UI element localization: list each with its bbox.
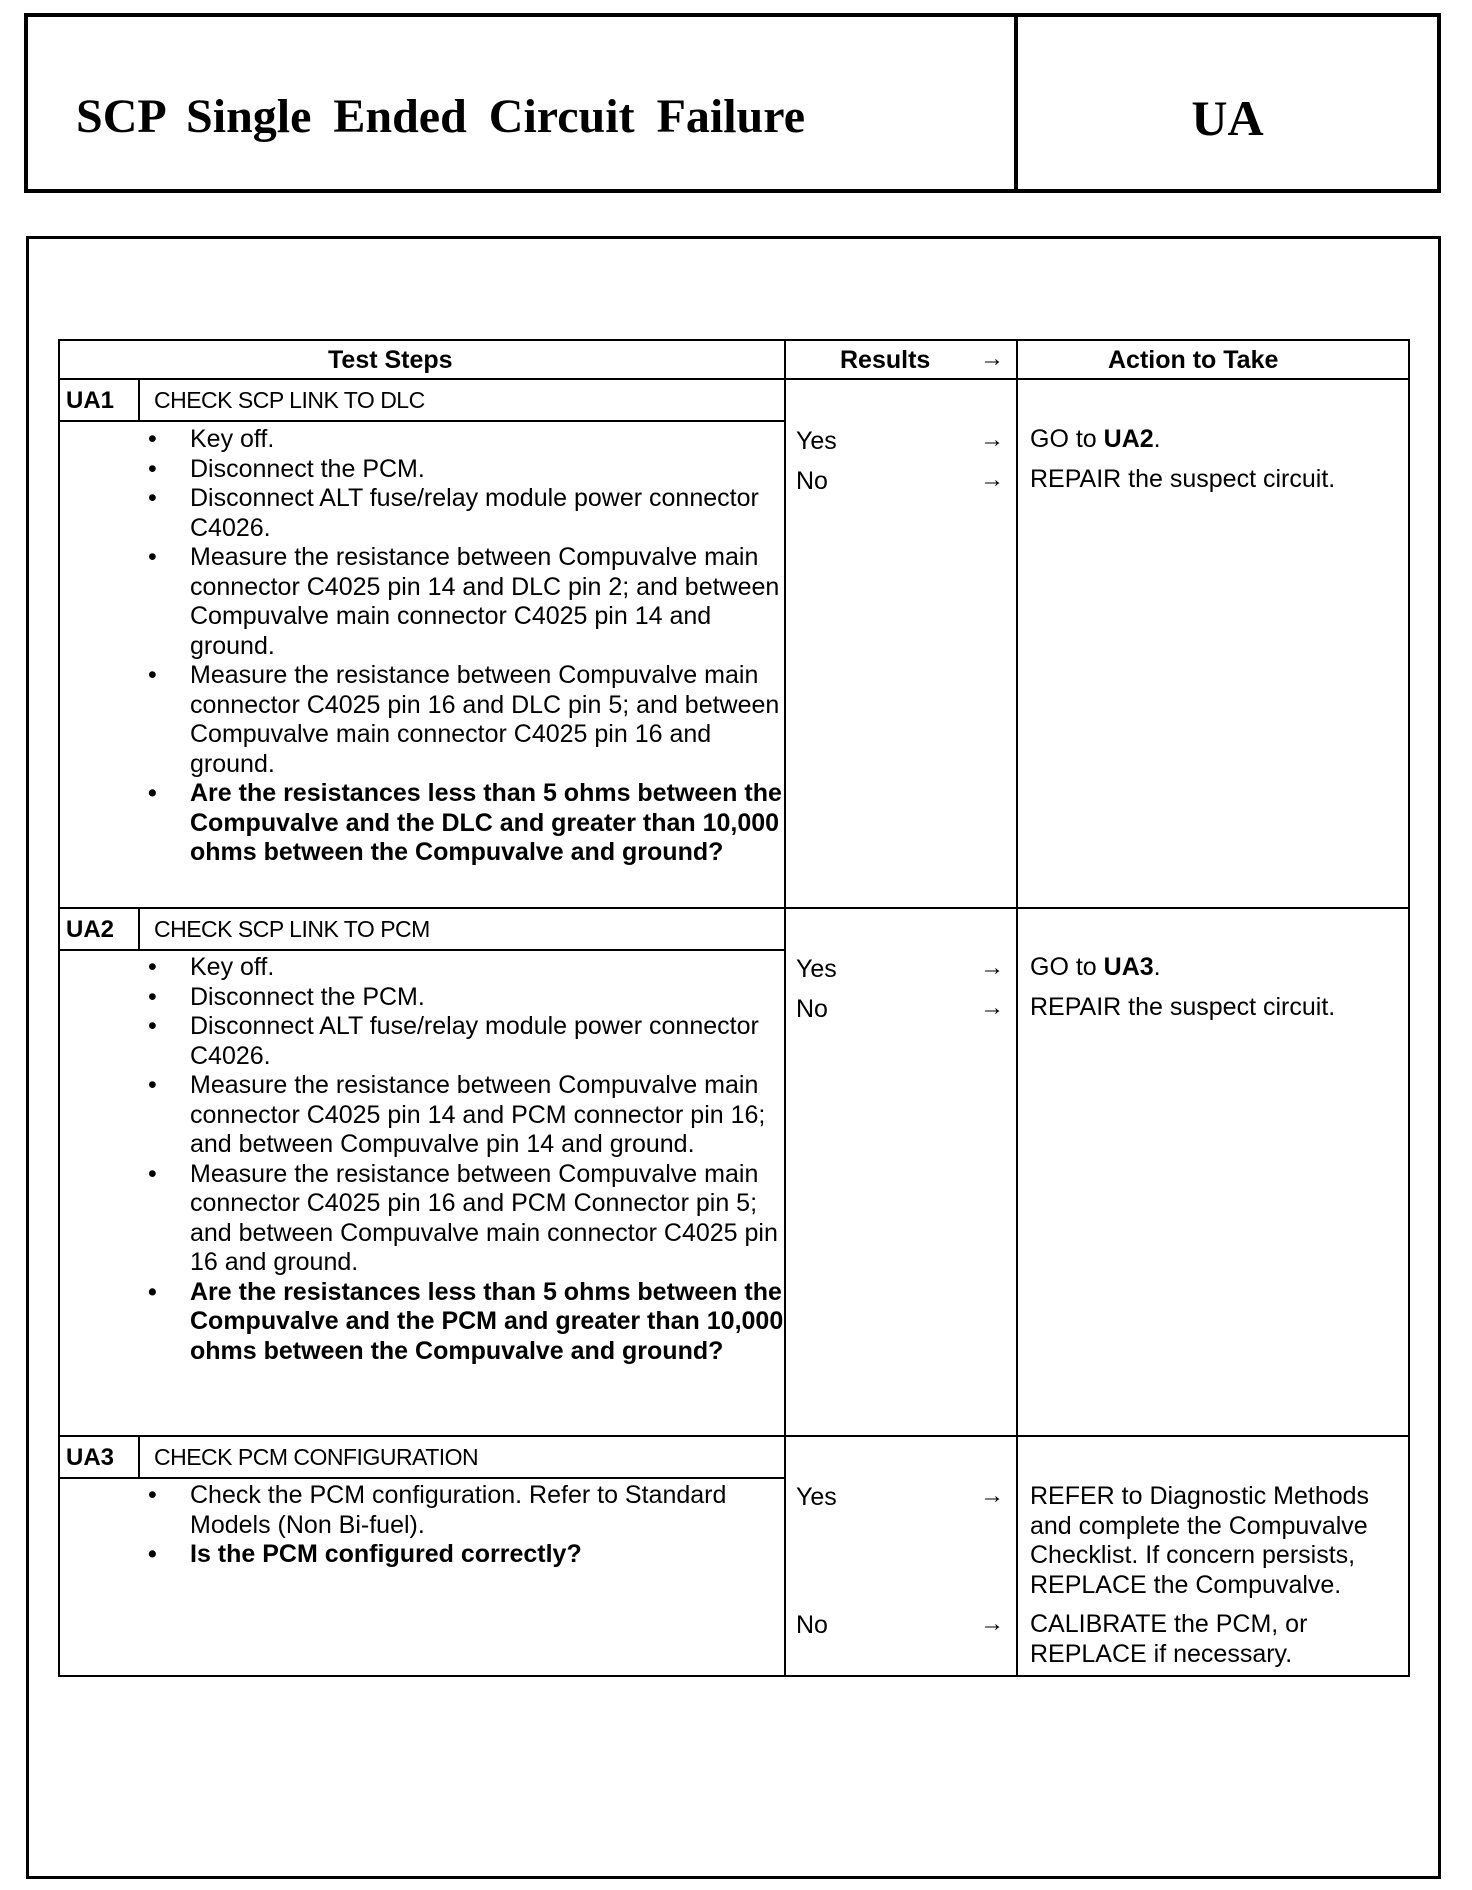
arrow-icon: → <box>980 1482 1004 1509</box>
list-item: • Disconnect the PCM. <box>138 455 784 485</box>
step-title: CHECK PCM CONFIGURATION <box>154 1444 479 1470</box>
result-label: No <box>796 995 828 1023</box>
list-item: • Disconnect ALT fuse/relay module power connector C4026. <box>138 1012 784 1071</box>
result-label: Yes <box>796 955 837 983</box>
action-target: UA3 <box>1103 953 1154 981</box>
result-label: Yes <box>796 1483 837 1511</box>
list-item: • Measure the resistance between Compuvalve main connector C4025 pin 14 and DLC pin 2; and between Compuvalve main connector C4025 pin 14 and ground. <box>138 543 784 661</box>
action-tail: REPLACE the Compuvalve. <box>1030 1570 1342 1599</box>
action-body: the PCM, or <box>1167 1610 1308 1638</box>
step-title-underline <box>58 1477 784 1479</box>
step-id-divider <box>138 379 140 421</box>
arrow-icon: → <box>980 954 1004 981</box>
list-item: • Disconnect the PCM. <box>138 983 784 1013</box>
arrow-icon: → <box>980 345 1004 372</box>
action-body: to <box>1068 425 1104 453</box>
step-title: CHECK SCP LINK TO DLC <box>154 387 425 413</box>
table-border-bottom <box>58 1675 1410 1677</box>
step-row-divider <box>58 907 1410 909</box>
arrow-icon: → <box>980 994 1004 1021</box>
section-code: UA <box>1191 90 1264 146</box>
table-border-top <box>58 339 1410 341</box>
action-tail: . <box>1153 953 1161 981</box>
list-item: • Measure the resistance between Compuvalve main connector C4025 pin 14 and PCM connector pin 16; and between Compuvalve pin 14 and ground. <box>138 1071 784 1160</box>
list-item: • Measure the resistance between Compuvalve main connector C4025 pin 16 and PCM Connector pin 5; and between Compuvalve main connector C4025 pin 16 and ground. <box>138 1160 784 1278</box>
result-label: No <box>796 467 828 495</box>
action-text <box>1030 1610 1406 1669</box>
action-tail: REPLACE if necessary. <box>1030 1639 1293 1668</box>
step-id: UA2 <box>66 916 115 943</box>
step-title-underline <box>58 420 784 422</box>
action-tail: . <box>1153 425 1161 453</box>
action-target: UA2 <box>1103 425 1154 453</box>
step-list <box>138 425 784 868</box>
step-id-divider <box>138 1436 140 1478</box>
column-divider-action <box>1016 339 1018 1677</box>
arrow-icon: → <box>980 1610 1004 1637</box>
list-item: • Disconnect ALT fuse/relay module power connector C4026. <box>138 484 784 543</box>
action-verb: CALIBRATE <box>1030 1610 1168 1638</box>
step-question: • Is the PCM configured correctly? <box>138 1540 784 1570</box>
action-text <box>1030 425 1400 455</box>
action-text <box>1030 953 1400 983</box>
action-body: to <box>1068 953 1104 981</box>
step-id: UA1 <box>66 387 115 414</box>
step-id: UA3 <box>66 1444 115 1471</box>
list-item: • Check the PCM configuration. Refer to Standard Models (Non Bi-fuel). <box>138 1481 784 1540</box>
list-item: • Key off. <box>138 953 784 983</box>
step-id-divider <box>138 908 140 950</box>
action-body: the suspect circuit. <box>1121 465 1336 493</box>
result-label: Yes <box>796 427 837 455</box>
action-verb: GO <box>1030 425 1069 453</box>
list-item: • Measure the resistance between Compuvalve main connector C4025 pin 16 and DLC pin 5; and between Compuvalve main connector C4025 pin 16 and ground. <box>138 661 784 779</box>
step-question: • Are the resistances less than 5 ohms between the Compuvalve and the DLC and greater than 10,000 ohms between the Compuvalve and ground? <box>138 779 784 868</box>
column-header-results: Results <box>840 346 931 374</box>
column-header-action: Action to Take <box>1108 346 1279 374</box>
page-title: SCP Single Ended Circuit Failure <box>76 90 805 143</box>
list-item: • Key off. <box>138 425 784 455</box>
step-question: • Are the resistances less than 5 ohms between the Compuvalve and the PCM and greater than 10,000 ohms between the Compuvalve and ground? <box>138 1278 784 1367</box>
column-header-test-steps: Test Steps <box>328 346 453 374</box>
action-text <box>1030 1482 1406 1600</box>
table-border-right <box>1408 339 1410 1677</box>
step-list <box>138 953 784 1366</box>
step-title: CHECK SCP LINK TO PCM <box>154 916 430 942</box>
step-row-divider <box>58 1435 1410 1437</box>
diagnostic-table <box>58 339 1410 1677</box>
arrow-icon: → <box>980 426 1004 453</box>
step-title-underline <box>58 949 784 951</box>
action-verb: REFER <box>1030 1482 1115 1510</box>
arrow-icon: → <box>980 466 1004 493</box>
action-verb: REPAIR <box>1030 465 1122 493</box>
column-divider-results <box>784 339 786 1677</box>
action-verb: GO <box>1030 953 1069 981</box>
action-body: the suspect circuit. <box>1121 993 1336 1021</box>
action-text <box>1030 465 1400 495</box>
header-box <box>24 13 1441 193</box>
action-verb: REPAIR <box>1030 993 1122 1021</box>
action-body: to Diagnostic Methods and complete the Compuvalve Checklist. If concern persists, <box>1030 1482 1370 1569</box>
action-text <box>1030 993 1400 1023</box>
step-list <box>138 1481 784 1570</box>
result-label: No <box>796 1611 828 1639</box>
header-row-divider <box>58 378 1410 380</box>
